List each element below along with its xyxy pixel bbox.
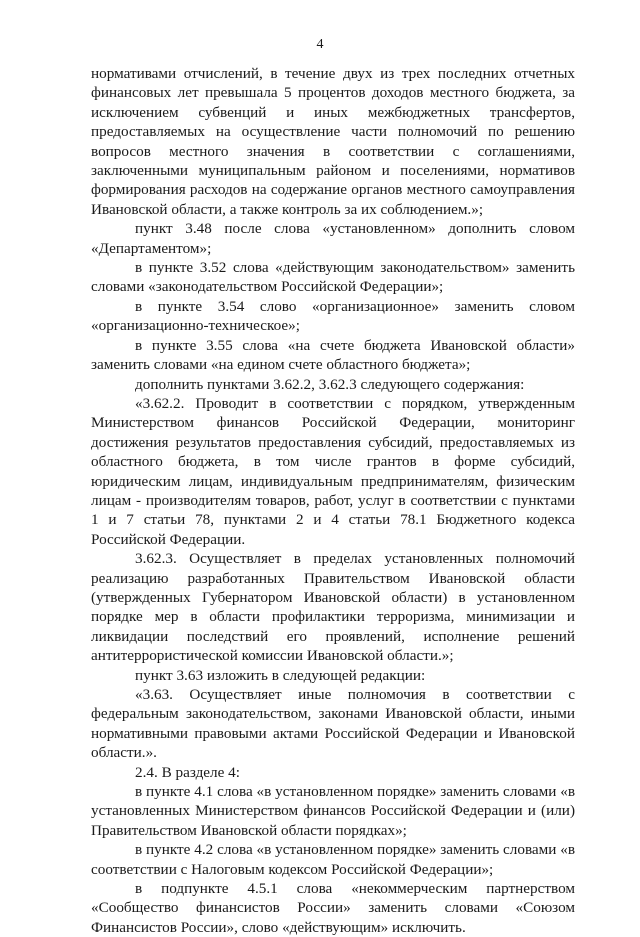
paragraph-item-3-54: в пункте 3.54 слово «организационное» заменить словом «организационно-техническое»; xyxy=(91,297,575,335)
paragraph-item-3-62-3: 3.62.3. Осуществляет в пределах установленных полномочий реализацию разработанных Правительством Ивановской области (утвержденных Губернатором Ивановской области) в установленном порядке мер в области профилактики терроризма, минимизации и ликвидации последствий его проявлений, исполнение решений антитеррористической комиссии Ивановской области.»; xyxy=(91,550,575,665)
paragraph-item-3-55: в пункте 3.55 слова «на счете бюджета Ивановской области» заменить словами «на едином счете областного бюджета»; xyxy=(91,336,575,374)
paragraph-item-3-62-2: «3.62.2. Проводит в соответствии с порядком, утвержденным Министерством финансов Российской Федерации, мониторинг достижения результатов предоставления субсидий, предоставляемых из областного бюджета, в том числе грантов в форме субсидий, юридическим лицам, индивидуальным предпринимателям, физическим лицам - производителям товаров, работ, услуг в соответствии с пунктами 1 и 7 статьи 78, пунктами 2 и 4 статьи 78.1 Бюджетного кодекса Российской Федерации. xyxy=(91,394,575,548)
paragraph-item-4-5-1: в подпункте 4.5.1 слова «некоммерческим партнерством «Сообщество финансистов России» заменить словами «Союзом Финансистов России», слово «действующим» исключить. xyxy=(91,880,575,936)
paragraph-section-2-4: 2.4. В разделе 4: xyxy=(135,763,240,781)
paragraph-add-items: дополнить пунктами 3.62.2, 3.62.3 следующего содержания: xyxy=(135,375,525,393)
paragraph-item-3-48: пункт 3.48 после слова «установленном» дополнить словом «Департаментом»; xyxy=(91,220,575,257)
paragraph-continuation: нормативами отчислений, в течение двух из трех последних отчетных финансовых лет превышала 5 процентов доходов местного бюджета, за исключением субвенций и иных межбюджетных трансфертов, предоставляемых на осуществление части полномочий по решению вопросов местного значения в соответствии с соглашениями, заключенными муниципальным районом и поселениями, нормативов формирования расходов на содержание органов местного самоуправления Ивановской области, а также контроль за их соблюдением.»; xyxy=(91,65,575,218)
paragraph-item-3-63: «3.63. Осуществляет иные полномочия в соответствии с федеральным законодательством, законами Ивановской области, иными нормативными правовыми актами Российской Федерации и Ивановской области.». xyxy=(91,686,575,762)
paragraph-item-4-2: в пункте 4.2 слова «в установленном порядке» заменить словами «в соответствии с Налоговым кодексом Российской Федерации»; xyxy=(91,841,575,878)
page-number: 4 xyxy=(316,37,324,52)
paragraph-item-3-63-intro: пункт 3.63 изложить в следующей редакции: xyxy=(135,666,426,684)
paragraph-item-4-1: в пункте 4.1 слова «в установленном порядке» заменить словами «в установленных Министерством финансов Российской Федерации и (или) Правительством Ивановской области порядках»; xyxy=(91,783,575,839)
paragraph-item-3-52: в пункте 3.52 слова «действующим законодательством» заменить словами «законодательством Российской Федерации»; xyxy=(91,259,575,296)
document-body xyxy=(91,64,575,937)
